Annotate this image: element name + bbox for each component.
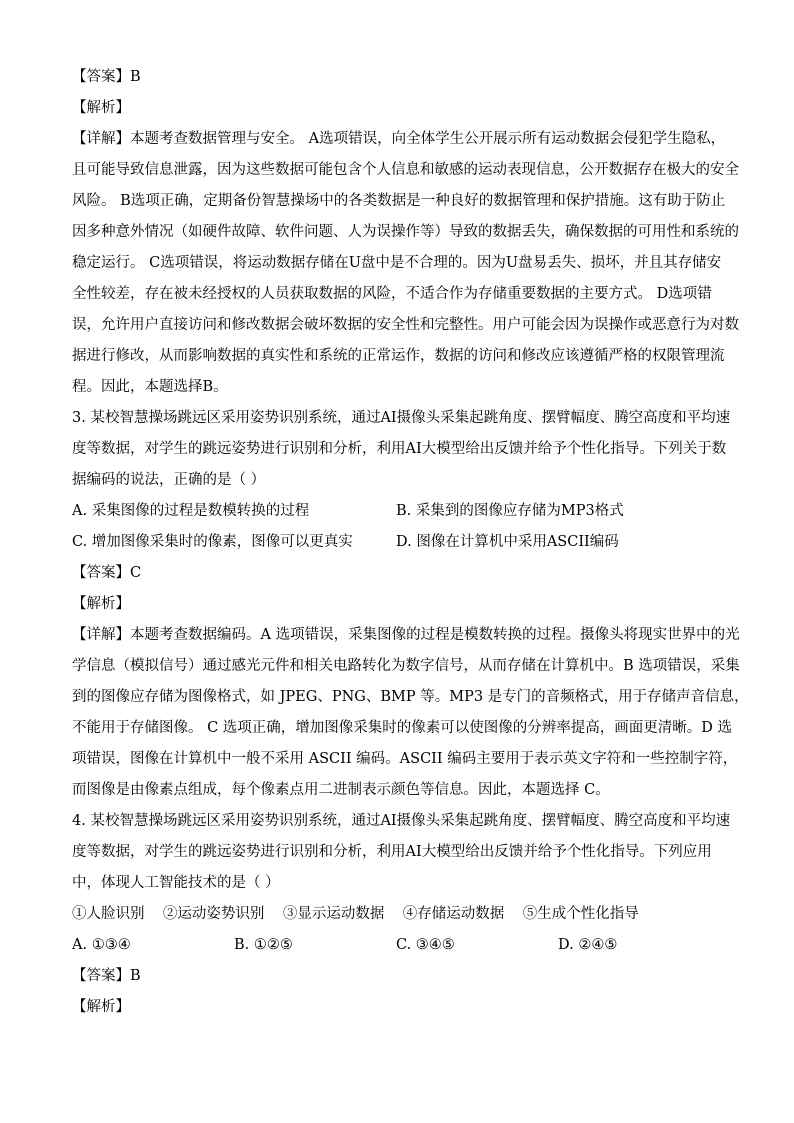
question-line: 4. 某校智慧操场跳远区采用姿势识别系统，通过AI摄像头采集起跳角度、摆臂幅度、腾空高度和平均速	[72, 813, 731, 829]
question-line: 度等数据，对学生的跳远姿势进行识别和分析，利用AI大模型给出反馈并给予个性化指导。下列应用	[72, 844, 712, 860]
detail-line: 学信息（模拟信号）通过感光元件和相关电路转化为数字信号，从而存储在计算机中。B 选项错误，采集	[72, 658, 740, 674]
detail-line: 程。因此，本题选择B。	[72, 379, 228, 395]
option-d: D. 图像在计算机中采用ASCII编码	[396, 534, 619, 550]
detail-line: 而图像是由像素点组成，每个像素点用二进制表示颜色等信息。因此，本题选择 C。	[72, 782, 610, 798]
analysis-label: 【解析】	[72, 596, 130, 612]
detail-line: 且可能导致信息泄露，因为这些数据可能包含个人信息和敏感的运动表现信息，公开数据存在极大的安全	[72, 162, 739, 178]
detail-line: 【详解】本题考查数据管理与安全。 A选项错误，向全体学生公开展示所有运动数据会侵犯学生隐私，	[72, 131, 726, 147]
detail-line: 不能用于存储图像。 C 选项正确，增加图像采集时的像素可以使图像的分辨率提高，画面更清晰。D 选	[72, 720, 733, 736]
answer-label: 【答案】B	[72, 968, 141, 984]
question-4-stem	[72, 806, 731, 899]
answer-label: 【答案】C	[72, 565, 142, 581]
option-a: A. 采集图像的过程是数模转换的过程	[72, 503, 310, 519]
question-3-options-row-2	[72, 527, 724, 558]
document-page	[72, 62, 749, 1023]
detail-line: 误，允许用户直接访问和修改数据会破坏数据的安全性和完整性。用户可能会因为误操作或恶意行为对数	[72, 317, 739, 333]
detail-line: 风险。 B选项正确，定期备份智慧操场中的各类数据是一种良好的数据管理和保护措施。这有助于防止	[72, 193, 726, 209]
detail-line: 全性较差，存在被未经授权的人员获取数据的风险，不适合作为存储重要数据的主要方式。 D选项错	[72, 286, 712, 302]
detail-line: 到的图像应存储为图像格式，如 JPEG、PNG、BMP 等。MP3 是专门的音频格式，用于存储声音信息，	[72, 689, 749, 705]
question-line: 3. 某校智慧操场跳远区采用姿势识别系统，通过AI摄像头采集起跳角度、摆臂幅度、腾空高度和平均速	[72, 410, 731, 426]
question-line: 中，体现人工智能技术的是（ ）	[72, 875, 280, 891]
detail-explanation	[72, 124, 739, 403]
detail-line: 稳定运行。 C选项错误，将运动数据存储在U盘中是不合理的。因为U盘易丢失、损坏，并且其存储安	[72, 255, 722, 271]
question-4-items: ①人脸识别 ②运动姿势识别 ③显示运动数据 ④存储运动数据 ⑤生成个性化指导	[72, 906, 639, 922]
question-3-stem	[72, 403, 731, 496]
option-b: B. ①②⑤	[234, 937, 293, 953]
detail-line: 据进行修改，从而影响数据的真实性和系统的正常运作，数据的访问和修改应该遵循严格的权限管理流	[72, 348, 725, 364]
question-3-options-row-1	[72, 496, 724, 527]
option-c: C. ③④⑤	[396, 937, 455, 953]
question-line: 度等数据，对学生的跳远姿势进行识别和分析，利用AI大模型给出反馈并给予个性化指导。下列关于数	[72, 441, 727, 457]
detail-line: 项错误，图像在计算机中一般不采用 ASCII 编码。ASCII 编码主要用于表示英文字符和一些控制字符，	[72, 751, 738, 767]
question-4-options-row	[72, 930, 724, 961]
detail-line: 因多种意外情况（如硬件故障、软件问题、人为误操作等）导致的数据丢失，确保数据的可用性和系统的	[72, 224, 739, 240]
option-a: A. ①③④	[72, 937, 131, 953]
question-line: 据编码的说法，正确的是（ ）	[72, 472, 266, 488]
detail-line: 【详解】本题考查数据编码。A 选项错误，采集图像的过程是模数转换的过程。摄像头将现实世界中的光	[72, 627, 740, 643]
option-d: D. ②④⑤	[558, 937, 618, 953]
answer-label: 【答案】B	[72, 69, 141, 85]
detail-explanation	[72, 620, 749, 806]
option-b: B. 采集到的图像应存储为MP3格式	[396, 503, 624, 519]
analysis-label: 【解析】	[72, 100, 130, 116]
option-c: C. 增加图像采集时的像素，图像可以更真实	[72, 534, 353, 550]
analysis-label: 【解析】	[72, 999, 130, 1015]
